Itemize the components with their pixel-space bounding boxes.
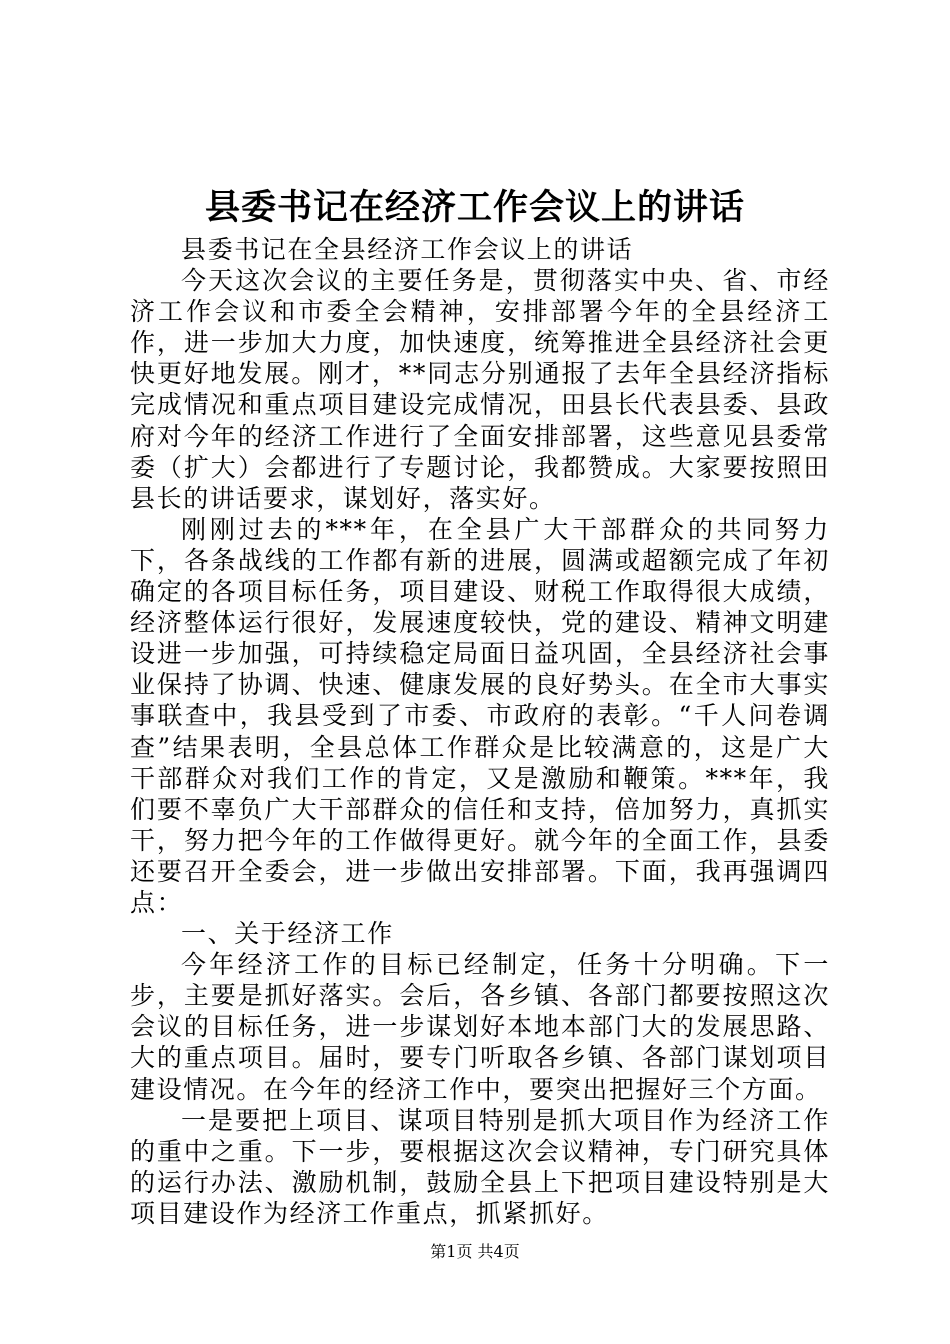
paragraph-economy-goals: 今年经济工作的目标已经制定，任务十分明确。下一步，主要是抓好落实。会后，各乡镇、各部门都要按照这次会议的目标任务，进一步谋划好本地本部门大的发展思路、大的重点项目。届时，要专门听取各乡镇、各部门谋划项目建设情况。在今年的经济工作中，要突出把握好三个方面。	[130, 950, 830, 1104]
paragraph-subtitle: 县委书记在全县经济工作会议上的讲话	[181, 235, 634, 264]
page-footer: 第1页 共4页	[430, 1242, 520, 1261]
paragraph-review: 刚刚过去的***年，在全县广大干部群众的共同努力下，各条战线的工作都有新的进展，圆满或超额完成了年初确定的各项目标任务，项目建设、财税工作取得很大成绩，经济整体运行很好，发展速度较快，党的建设、精神文明建设进一步加强，可持续稳定局面日益巩固，全县经济社会事业保持了协调、快速、健康发展的良好势头。在全市大事实事联查中，我县受到了市委、市政府的表彰。“千人问卷调查”结果表明，全县总体工作群众是比较满意的，这是广大干部群众对我们工作的肯定，又是激励和鞭策。***年，我们要不辜负广大干部群众的信任和支持，倍加努力，真抓实干，努力把今年的工作做得更好。就今年的全面工作，县委还要召开全委会，进一步做出安排部署。下面，我再强调四点：	[130, 514, 830, 917]
paragraph-point-one: 一是要把上项目、谋项目特别是抓大项目作为经济工作的重中之重。下一步，要根据这次会议精神，专门研究具体的运行办法、激励机制，鼓励全县上下把项目建设特别是大项目建设作为经济工作重点，抓紧抓好。	[130, 1105, 830, 1228]
document-body	[130, 234, 830, 1229]
document-title: 县委书记在经济工作会议上的讲话	[204, 187, 745, 228]
paragraph-opening: 今天这次会议的主要任务是，贯彻落实中央、省、市经济工作会议和市委全会精神，安排部署今年的全县经济工作，进一步加大力度，加快速度，统筹推进全县经济社会更快更好地发展。刚才，**同志分别通报了去年全县经济指标完成情况和重点项目建设完成情况，田县长代表县委、县政府对今年的经济工作进行了全面安排部署，这些意见县委常委（扩大）会都进行了专题讨论，我都赞成。大家要按照田县长的讲话要求，谋划好，落实好。	[130, 266, 830, 513]
section-heading-economy: 一、关于经济工作	[181, 919, 394, 949]
